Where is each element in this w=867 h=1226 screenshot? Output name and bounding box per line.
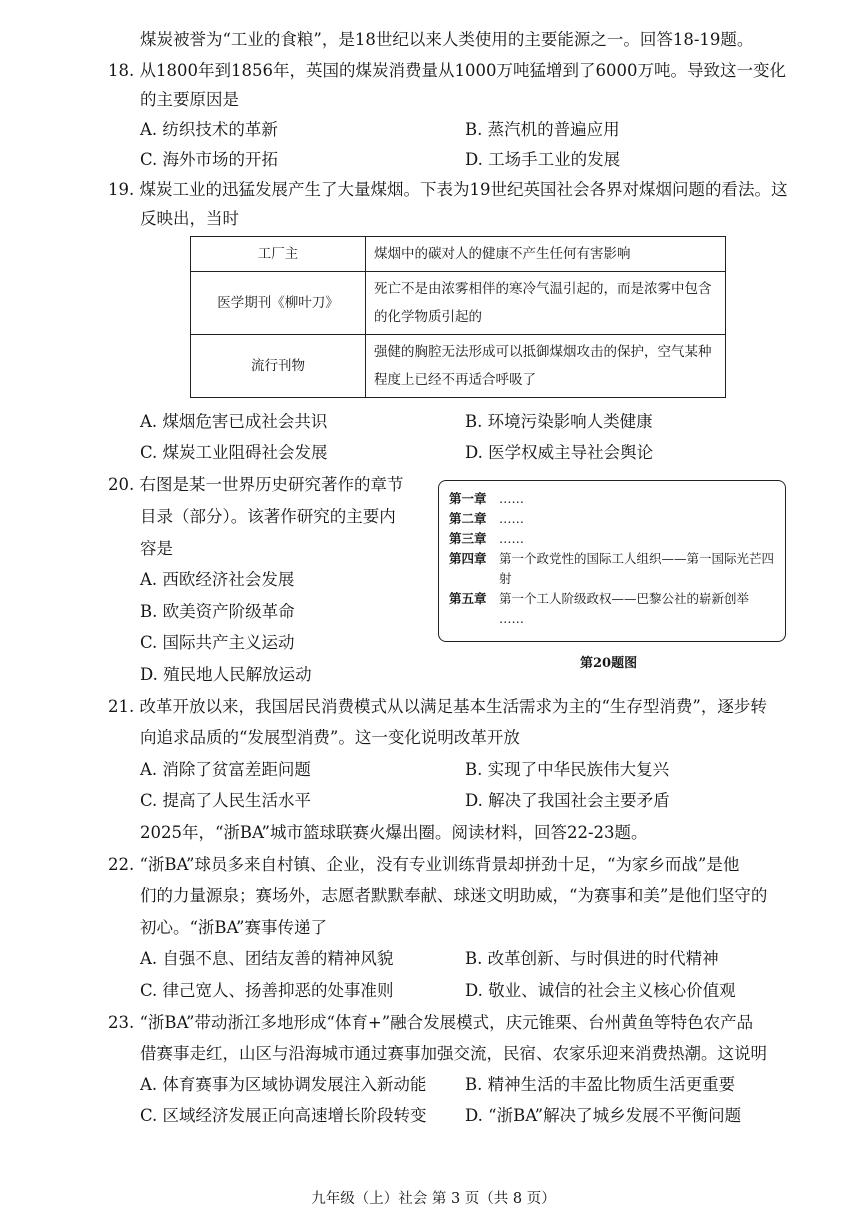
table-view-cell: 强健的胸腔无法形成可以抵御煤烟攻击的保护，空气某种程度上已经不再适合呼吸了 [366, 335, 726, 398]
q22-stem-line2: 们的力量源泉；赛场外，志愿者默默奉献、球迷文明助威，“为赛事和美”是他们坚守的 [140, 886, 768, 905]
toc-chapter: 第二章 [449, 511, 487, 526]
q19-option-b: B. 环境污染影响人类健康 [465, 412, 653, 431]
q19-views-table [190, 236, 726, 398]
table-source-cell: 流行刊物 [191, 335, 366, 398]
q19-option-d: D. 医学权威主导社会舆论 [465, 443, 654, 462]
q22-stem-line1: 22. “浙BA”球员多来自村镇、企业，没有专业训练背景却拼劲十足，“为家乡而战”是他 [108, 855, 740, 874]
q20-figure-caption: 第20题图 [580, 656, 638, 671]
q19-option-c: C. 煤炭工业阻碍社会发展 [140, 443, 328, 462]
toc-chapter: 第三章 [449, 531, 487, 546]
q21-stem-line2: 向追求品质的“发展型消费”。这一变化说明改革开放 [140, 728, 520, 747]
table-source-cell: 医学期刊《柳叶刀》 [191, 272, 366, 335]
q20-table-of-contents [438, 480, 786, 642]
q18-stem-line2: 的主要原因是 [140, 90, 239, 109]
q18-option-a: A. 纺织技术的革新 [140, 120, 278, 139]
toc-row [449, 509, 775, 529]
q22-option-b: B. 改革创新、与时俱进的时代精神 [465, 949, 719, 968]
q19-stem-line2: 反映出，当时 [140, 209, 239, 228]
q19-option-a: A. 煤烟危害已成社会共识 [140, 412, 328, 431]
q22-option-d: D. 敬业、诚信的社会主义核心价值观 [465, 981, 736, 1000]
q18-stem-line1: 18. 从1800年到1856年，英国的煤炭消费量从1000万吨猛增到了6000万吨。导致这一变化 [108, 61, 786, 80]
toc-text: …… [499, 491, 524, 506]
toc-text: …… [499, 611, 524, 626]
toc-text: …… [499, 511, 524, 526]
table-row [191, 335, 726, 398]
q20-option-a: A. 西欧经济社会发展 [140, 570, 295, 589]
toc-text: 第一个工人阶级政权——巴黎公社的崭新创举 [499, 591, 750, 606]
q23-option-d: D. “浙BA”解决了城乡发展不平衡问题 [465, 1106, 742, 1125]
q20-stem-line1: 20. 右图是某一世界历史研究著作的章节 [108, 475, 404, 494]
q22-option-c: C. 律己宽人、扬善抑恶的处事准则 [140, 981, 394, 1000]
toc-row [449, 529, 775, 549]
q18-option-b: B. 蒸汽机的普遍应用 [465, 120, 620, 139]
q23-stem-line1: 23. “浙BA”带动浙江多地形成“体育+”融合发展模式，庆元锥栗、台州黄鱼等特色农产品 [108, 1013, 754, 1032]
q20-option-c: C. 国际共产主义运动 [140, 633, 295, 652]
toc-text: …… [499, 531, 524, 546]
toc-chapter: 第四章 [449, 551, 487, 566]
toc-row [449, 489, 775, 509]
toc-row [449, 609, 775, 629]
table-row [191, 237, 726, 272]
toc-chapter: 第一章 [449, 491, 487, 506]
table-row [191, 272, 726, 335]
q22-stem-line3: 初心。“浙BA”赛事传递了 [140, 918, 327, 937]
q23-option-a: A. 体育赛事为区域协调发展注入新动能 [140, 1075, 427, 1094]
q20-option-b: B. 欧美资产阶级革命 [140, 602, 295, 621]
q23-option-b: B. 精神生活的丰盈比物质生活更重要 [465, 1075, 736, 1094]
q21-stem-line1: 21. 改革开放以来，我国居民消费模式从以满足基本生活需求为主的“生存型消费”，逐步转 [108, 697, 767, 716]
toc-text: 第一个政党性的国际工人组织——第一国际光芒四射 [499, 551, 775, 586]
q22-option-a: A. 自强不息、团结友善的精神风貌 [140, 949, 394, 968]
intro-18-19: 煤炭被誉为“工业的食粮”，是18世纪以来人类使用的主要能源之一。回答18-19题。 [140, 30, 754, 49]
q18-option-d: D. 工场手工业的发展 [465, 150, 621, 169]
q21-option-b: B. 实现了中华民族伟大复兴 [465, 760, 670, 779]
table-view-cell: 死亡不是由浓雾相伴的寒冷气温引起的，而是浓雾中包含的化学物质引起的 [366, 272, 726, 335]
q20-option-d: D. 殖民地人民解放运动 [140, 665, 312, 684]
toc-row [449, 589, 775, 609]
q20-stem-line3: 容是 [140, 539, 173, 558]
table-view-cell: 煤烟中的碳对人的健康不产生任何有害影响 [366, 237, 726, 272]
q23-stem-line2: 借赛事走红，山区与沿海城市通过赛事加强交流，民宿、农家乐迎来消费热潮。这说明 [140, 1044, 767, 1063]
toc-chapter [449, 609, 499, 629]
q21-option-d: D. 解决了我国社会主要矛盾 [465, 791, 670, 810]
page-footer: 九年级（上）社会 第 3 页（共 8 页） [311, 1191, 556, 1207]
q23-option-c: C. 区域经济发展正向高速增长阶段转变 [140, 1106, 427, 1125]
q18-option-c: C. 海外市场的开拓 [140, 150, 279, 169]
q20-stem-line2: 目录（部分）。该著作研究的主要内 [140, 507, 396, 526]
q21-option-a: A. 消除了贫富差距问题 [140, 760, 311, 779]
q19-stem-line1: 19. 煤炭工业的迅猛发展产生了大量煤烟。下表为19世纪英国社会各界对煤烟问题的看法。这 [108, 180, 788, 199]
toc-row [449, 549, 775, 589]
intro-22-23: 2025年，“浙BA”城市篮球联赛火爆出圈。阅读材料，回答22-23题。 [140, 823, 648, 842]
table-source-cell: 工厂主 [191, 237, 366, 272]
q21-option-c: C. 提高了人民生活水平 [140, 791, 312, 810]
toc-chapter: 第五章 [449, 591, 487, 606]
